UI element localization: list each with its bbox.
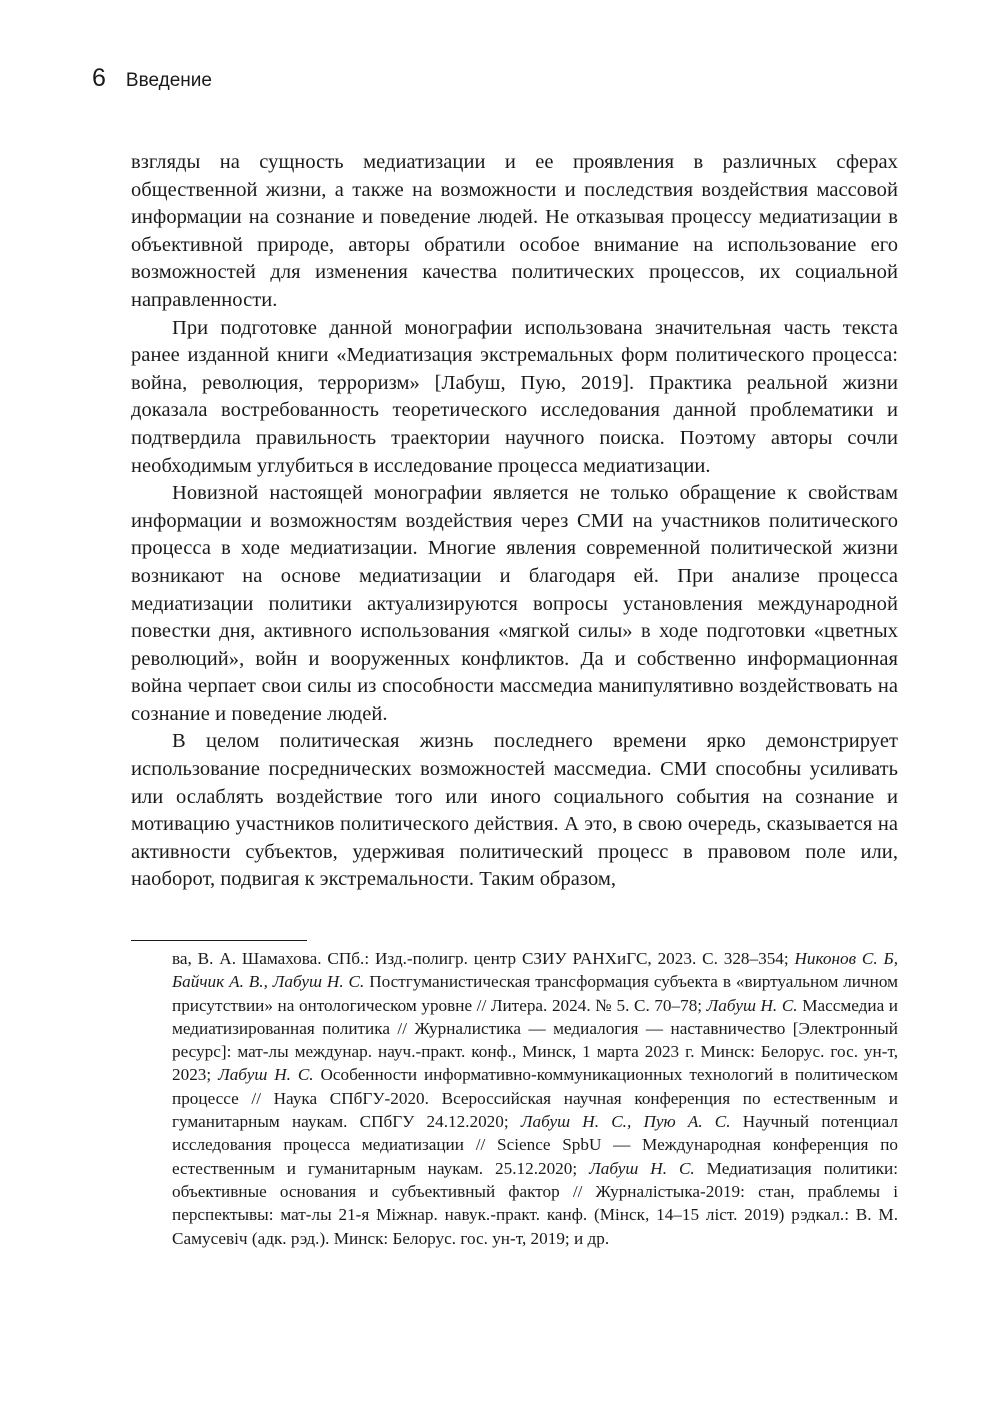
footnote-text: Особенности информативно-коммуникационных технологий в политическом процессе // Наука СПбГУ-2020. Всероссийская научная конференция по естественным и гуманитарным наукам. СПбГУ 24.12.2020; <box>172 1065 898 1132</box>
paragraph: Новизной настоящей монографии является не только обращение к свойствам информации и возможностям воздействия через СМИ на участников политического процесса в ходе медиатизации. Многие явления современной политической жизни возникают на основе медиатизации и благодаря ей. При анализе процесса медиатизации политики актуализируются вопросы установления международной повестки дня, активного использования «мягкой силы» в ходе подготовки «цветных революций», войн и вооруженных конфликтов. Да и собственно информационная война черпает свои силы из способности массмедиа манипулятивно воздействовать на сознание и поведение людей. <box>131 482 898 725</box>
footnote-text: Постгуманистическая трансформация субъекта в «виртуальном личном присутствии» на онтологическом уровне // Литера. 2024. № 5. С. 70–78; <box>172 972 898 1015</box>
footnote <box>172 947 898 1250</box>
body-text <box>131 149 898 894</box>
running-title: Введение <box>125 70 212 91</box>
running-head <box>92 64 212 104</box>
footnote-author: Лабуш Н. С., Пую А. С. <box>520 1112 731 1132</box>
paragraph: В целом политическая жизнь последнего времени ярко демонстрирует использование посреднических возможностей массмедиа. СМИ способны усиливать или ослаблять воздействие того или иного социального события на сознание и мотивацию участников политического действия. А это, в свою очередь, сказывается на активности субъектов, удерживая политический процесс в правовом поле или, наоборот, подвигая к экстремальности. Таким образом, <box>131 730 898 891</box>
footnote-text: Научный потенциал исследования процесса медиатизации // Science SpbU — Международная конференция по естественным и гуманитарным наукам. 25.12.2020; <box>172 1112 898 1178</box>
paragraph: При подготовке данной монографии использована значительная часть текста ранее изданной книги «Медиатизация экстремальных форм политического процесса: война, революция, терроризм» [Лабуш, Пую, 2019]. Практика реальной жизни доказала востребованность теоретического исследования данной проблематики и подтвердила правильность траектории научного поиска. Поэтому авторы сочли необходимым углубиться в исследование процесса медиатизации. <box>131 316 898 477</box>
footnote-author: Лабуш Н. С. <box>218 1065 314 1085</box>
footnote-author: Лабуш Н. С. <box>706 995 798 1015</box>
footnote-author: Лабуш Н. С. <box>589 1158 695 1178</box>
footnote-text: Медиатизация политики: объективные основания и субъективный фактор // Журналістыка-2019: стан, праблемы і перспектывы: мат-лы 21-я Міжнар. навук.-практ. канф. (Мінск, 14–15 ліст. 2019) рэдкал.: В. М. Самусевіч (адк. рэд.). Минск: Белорус. гос. ун-т, 2019; и др. <box>172 1158 898 1248</box>
footnote-divider <box>131 940 307 941</box>
footnote-author: Никонов С. Б, Байчик А. В., Лабуш Н. С. <box>172 949 898 992</box>
footnote-text: Массмедиа и медиатизированная политика // Журналистика — медиалогия — наставничество [Электронный ресурс]: мат-лы междунар. науч.-практ. конф., Минск, 1 марта 2023 г. Минск: Белорус. гос. ун-т, 2023; <box>172 995 898 1085</box>
page-number: 6 <box>92 64 106 92</box>
footnote-text: ва, В. А. Шамахова. СПб.: Изд.-полигр. центр СЗИУ РАНХиГС, 2023. С. 328–354; <box>172 949 795 968</box>
paragraph-continuation: взгляды на сущность медиатизации и ее проявления в различных сферах общественной жизни, а также на возможности и последствия воздействия массовой информации на сознание и поведение людей. Не отказывая процессу медиатизации в объективной природе, авторы обратили особое внимание на использование его возможностей для изменения качества политических процессов, их социальной направленности. <box>131 151 898 311</box>
